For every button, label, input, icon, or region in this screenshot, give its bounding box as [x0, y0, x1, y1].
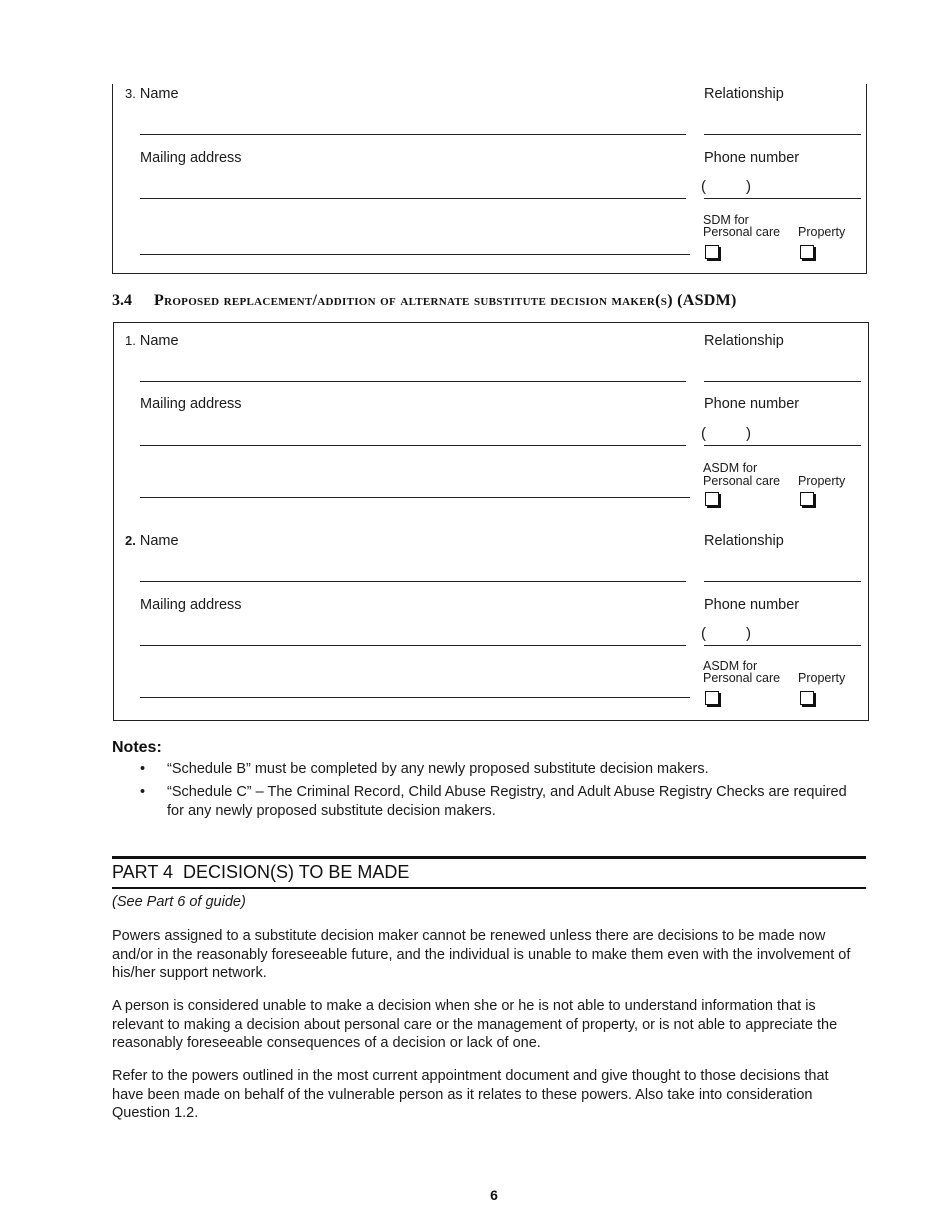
section-3-4-number: 3.4 — [112, 292, 132, 309]
section-3-4-heading — [112, 292, 737, 310]
sdm-entry-3-box — [112, 84, 867, 274]
asdm-1-personal-care-label: Personal care — [703, 474, 781, 488]
part-4-bottom-rule — [112, 887, 866, 889]
asdm-1-personal-care-checkbox[interactable] — [705, 492, 719, 506]
asdm-2-address-field-1[interactable] — [140, 645, 686, 646]
entry-3-relationship-field[interactable] — [704, 134, 861, 135]
entry-3-personal-care-label: Personal care — [703, 225, 781, 239]
entry-3-name-label — [125, 86, 179, 102]
asdm-1-mailing-label: Mailing address — [140, 396, 242, 412]
asdm-1-phone-open: ( — [701, 425, 706, 442]
asdm-2-property-checkbox[interactable] — [800, 691, 814, 705]
entry-3-phone-label: Phone number — [704, 150, 800, 166]
entry-3-address-field-1[interactable] — [140, 198, 686, 199]
asdm-1-address-field-1[interactable] — [140, 445, 686, 446]
asdm-2-role-label: ASDM for — [703, 659, 758, 673]
part-4-paragraph-3: Refer to the powers outlined in the most current appointment document and give thought to those decisions that have been made on behalf of the vulnerable person as it relates to these powers. Also take into consideration Question 1.2. — [112, 1068, 829, 1121]
part-4-see-note: (See Part 6 of guide) — [112, 894, 246, 910]
asdm-2-name-field[interactable] — [140, 581, 686, 582]
asdm-1-number: 1. — [125, 333, 136, 348]
note-text: “Schedule B” must be completed by any newly proposed substitute decision makers. — [167, 761, 709, 777]
page-number: 6 — [490, 1187, 498, 1203]
entry-3-mailing-label: Mailing address — [140, 150, 242, 166]
entry-3-personal-care-checkbox[interactable] — [705, 245, 719, 259]
asdm-1-phone-field[interactable] — [704, 445, 861, 446]
asdm-2-number: 2. — [125, 533, 136, 548]
asdm-2-relationship-label: Relationship — [704, 533, 784, 549]
asdm-1-relationship-field[interactable] — [704, 381, 861, 382]
entry-3-number: 3. — [125, 86, 136, 101]
asdm-2-mailing-label: Mailing address — [140, 597, 242, 613]
asdm-2-name-label — [125, 533, 179, 549]
entry-3-name-text: Name — [139, 86, 179, 102]
entry-3-phone-field[interactable] — [704, 198, 861, 199]
asdm-2-property-label: Property — [798, 671, 846, 685]
asdm-2-phone-label: Phone number — [704, 597, 800, 613]
entry-3-property-label: Property — [798, 225, 846, 239]
asdm-2-personal-care-checkbox[interactable] — [705, 691, 719, 705]
part-4-paragraph-1: Powers assigned to a substitute decision maker cannot be renewed unless there are decisions to be made now and/or in the reasonably foreseeable future, and the individual is unable to make them even with the involvement of his/her support network. — [112, 928, 851, 981]
asdm-1-name-text: Name — [139, 333, 179, 349]
asdm-2-phone-open: ( — [701, 625, 706, 642]
asdm-2-address-field-2[interactable] — [140, 697, 690, 698]
bullet-icon: • — [140, 784, 146, 800]
part-4-label: PART 4 — [112, 862, 174, 882]
entry-3-name-field[interactable] — [140, 134, 686, 135]
asdm-2-relationship-field[interactable] — [704, 581, 861, 582]
part-4-top-rule — [112, 856, 866, 859]
asdm-2-phone-field[interactable] — [704, 645, 861, 646]
asdm-1-name-field[interactable] — [140, 381, 686, 382]
asdm-2-name-text: Name — [139, 533, 179, 549]
asdm-2-personal-care-label: Personal care — [703, 671, 781, 685]
bullet-icon: • — [140, 761, 146, 777]
part-4-title: DECISION(S) TO BE MADE — [183, 862, 410, 882]
entry-3-address-field-2[interactable] — [140, 254, 690, 255]
section-3-4-title: Proposed replacement/addition of alternate substitute decision maker(s) (ASDM) — [154, 292, 737, 309]
entry-3-role-label: SDM for — [703, 213, 749, 227]
entry-3-relationship-label: Relationship — [704, 86, 784, 102]
asdm-1-phone-label: Phone number — [704, 396, 800, 412]
part-4-heading — [112, 862, 409, 883]
asdm-1-address-field-2[interactable] — [140, 497, 690, 498]
entry-3-phone-open: ( — [701, 178, 706, 195]
notes-title: Notes: — [112, 739, 162, 756]
asdm-1-relationship-label: Relationship — [704, 333, 784, 349]
note-text: “Schedule C” – The Criminal Record, Child Abuse Registry, and Adult Abuse Registry Checks are required for any newly proposed substitute decision makers. — [167, 784, 847, 819]
asdm-1-role-label: ASDM for — [703, 461, 758, 475]
asdm-1-name-label — [125, 333, 179, 349]
entry-3-phone-close: ) — [746, 178, 751, 195]
asdm-1-phone-close: ) — [746, 425, 751, 442]
part-4-paragraph-2: A person is considered unable to make a decision when she or he is not able to understand information that is relevant to making a decision about personal care or the management of property, or is not able to appreciate the reasonably foreseeable consequences of a decision or lack of one. — [112, 998, 838, 1051]
asdm-2-phone-close: ) — [746, 625, 751, 642]
asdm-1-property-label: Property — [798, 474, 846, 488]
asdm-1-property-checkbox[interactable] — [800, 492, 814, 506]
entry-3-property-checkbox[interactable] — [800, 245, 814, 259]
